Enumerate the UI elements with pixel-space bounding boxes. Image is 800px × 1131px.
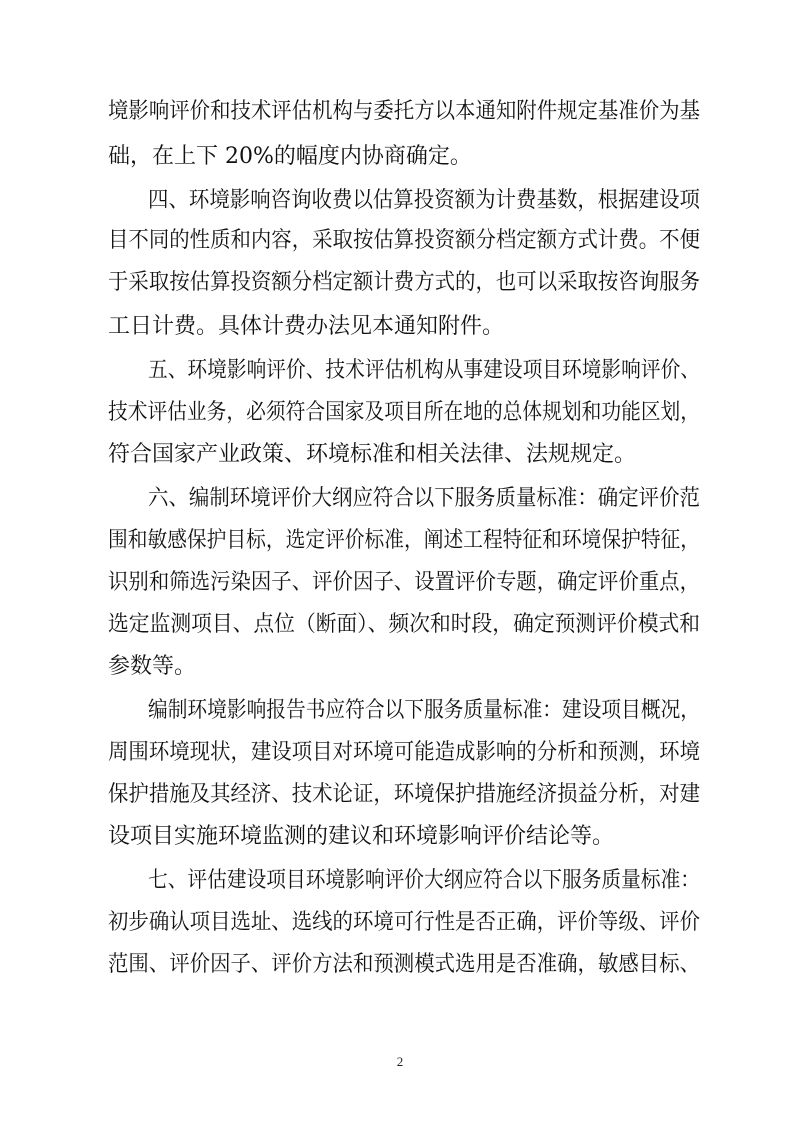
text-line-2: 础，在上下 20%的幅度内协商确定。 — [108, 144, 472, 169]
page-number: 2 — [396, 1054, 404, 1069]
text-line-11: 围和敏感保护目标，选定评价标准，阐述工程特征和环境保护特征， — [108, 528, 701, 553]
text-line-3: 四、环境影响咨询收费以估算投资额为计费基数，根据建设项 — [148, 188, 701, 213]
text-line-18: 设项目实施环境监测的建议和环境影响评价结论等。 — [108, 824, 615, 849]
text-line-1: 境影响评价和技术评估机构与委托方以本通知附件规定基准价为基 — [108, 99, 701, 124]
text-line-7: 五、环境影响评价、技术评估机构从事建设项目环境影响评价、 — [148, 358, 701, 383]
text-line-6: 工日计费。具体计费办法见本通知附件。 — [108, 314, 505, 339]
text-line-8: 技术评估业务，必须符合国家及项目所在地的总体规划和功能区划， — [108, 400, 701, 425]
text-line-10: 六、编制环境评价大纲应符合以下服务质量标准：确定评价范 — [148, 486, 701, 511]
text-line-9: 符合国家产业政策、环境标准和相关法律、法规规定。 — [108, 442, 637, 467]
text-line-5: 于采取按估算投资额分档定额计费方式的，也可以采取按咨询服务 — [108, 270, 701, 295]
text-line-17: 保护措施及其经济、技术论证，环境保护措施经济损益分析，对建 — [108, 782, 701, 807]
text-line-4: 目不同的性质和内容，采取按估算投资额分档定额方式计费。不便 — [108, 228, 701, 253]
text-line-16: 周围环境现状，建设项目对环境可能造成影响的分析和预测，环境 — [108, 740, 701, 765]
text-line-15: 编制环境影响报告书应符合以下服务质量标准：建设项目概况， — [148, 698, 701, 723]
text-line-13: 选定监测项目、点位（断面）、频次和时段，确定预测评价模式和 — [108, 612, 701, 637]
text-line-14: 参数等。 — [108, 654, 197, 679]
text-line-19: 七、评估建设项目环境影响评价大纲应符合以下服务质量标准： — [148, 868, 701, 893]
text-line-20: 初步确认项目选址、选线的环境可行性是否正确，评价等级、评价 — [108, 910, 701, 935]
text-line-12: 识别和筛选污染因子、评价因子、设置评价专题，确定评价重点， — [108, 570, 701, 595]
text-line-21: 范围、评价因子、评价方法和预测模式选用是否准确，敏感目标、 — [108, 952, 701, 977]
